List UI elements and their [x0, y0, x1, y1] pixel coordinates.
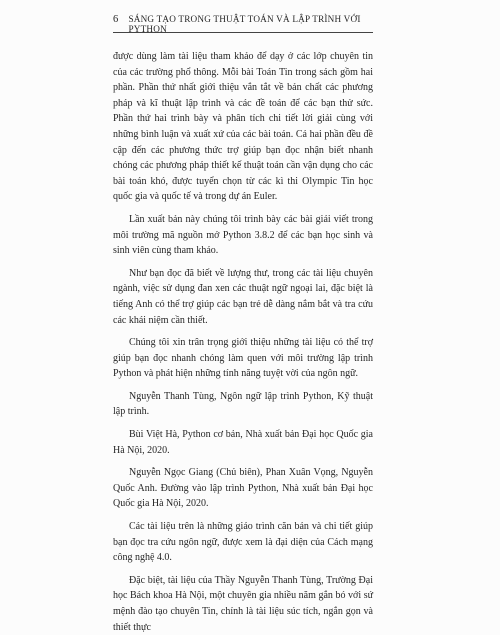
reference-entry: Nguyễn Ngọc Giang (Chủ biên), Phan Xuân Vọng, Nguyễn Quốc Anh. Đường vào lập trình Python, Nhà xuất bản Đại học Quốc gia Hà Nội, 2020. [113, 467, 373, 510]
reference-entry: Bùi Việt Hà, Python cơ bản, Nhà xuất bản Đại học Quốc gia Hà Nội, 2020. [113, 429, 373, 456]
body-text [113, 49, 373, 635]
running-header [113, 14, 371, 34]
paragraph: Các tài liệu trên là những giáo trình căn bản và chi tiết giúp bạn đọc tra cứu ngôn ngữ, được xem là đại diện của Cách mạng công nghệ 4.0. [113, 521, 373, 564]
paragraph: Như bạn đọc đã biết về lượng thư, trong các tài liệu chuyên ngành, việc sử dụng đan xen các thuật ngữ ngoại lai, đặc biệt là tiếng Anh có thể trợ giúp các bạn trẻ dễ dàng nắm bắt và tra cứu các khái niệm cần thiết. [113, 267, 373, 326]
paragraph-continuation: được dùng làm tài liệu tham khảo để dạy ở các lớp chuyên tin của các trường phổ thông. Mỗi bài Toán Tin trong sách gồm hai phần. Phần thứ nhất giới thiệu vắn tắt về bản chất các phương pháp và kĩ thuật lập trình và các đề toán để các bạn thử sức. Phần thứ hai trình bày và phân tích chi tiết lời giải cùng với những bình luận và xuất xứ của các bài toán. Cả hai phần đều đề cập đến các phương thức trợ giúp bạn đọc nhận biết nhanh chóng các phương pháp thiết kế thuật toán cần vận dụng cho các bài toán khó, được tuyển chọn từ các kì thi Olympic Tin học quốc gia và quốc tế và trong dự án Euler. [113, 51, 373, 203]
header-rule [113, 32, 373, 33]
paragraph: Lần xuất bản này chúng tôi trình bày các bài giải viết trong môi trường mã nguồn mở Python 3.8.2 để các bạn học sinh và sinh viên cùng tham khảo. [113, 213, 373, 257]
paragraph: Chúng tôi xin trân trọng giới thiệu những tài liệu có thể trợ giúp bạn đọc nhanh chóng làm quen với môi trường lập trình Python và phát hiện những tính năng tuyệt vời của ngôn ngữ. [113, 337, 373, 380]
paragraph: Đặc biệt, tài liệu của Thầy Nguyễn Thanh Tùng, Trường Đại học Bách khoa Hà Nội, một chuyên gia nhiều năm gắn bó với sứ mệnh đào tạo chuyên Tin, chính là tài liệu súc tích, ngắn gọn và thiết thực [113, 574, 373, 633]
page-number: 6 [113, 14, 119, 25]
running-title: SÁNG TẠO TRONG THUẬT TOÁN VÀ LẬP TRÌNH VỚI PYTHON [128, 14, 361, 34]
reference-entry: Nguyễn Thanh Tùng, Ngôn ngữ lập trình Python, Kỹ thuật lập trình. [113, 390, 373, 418]
